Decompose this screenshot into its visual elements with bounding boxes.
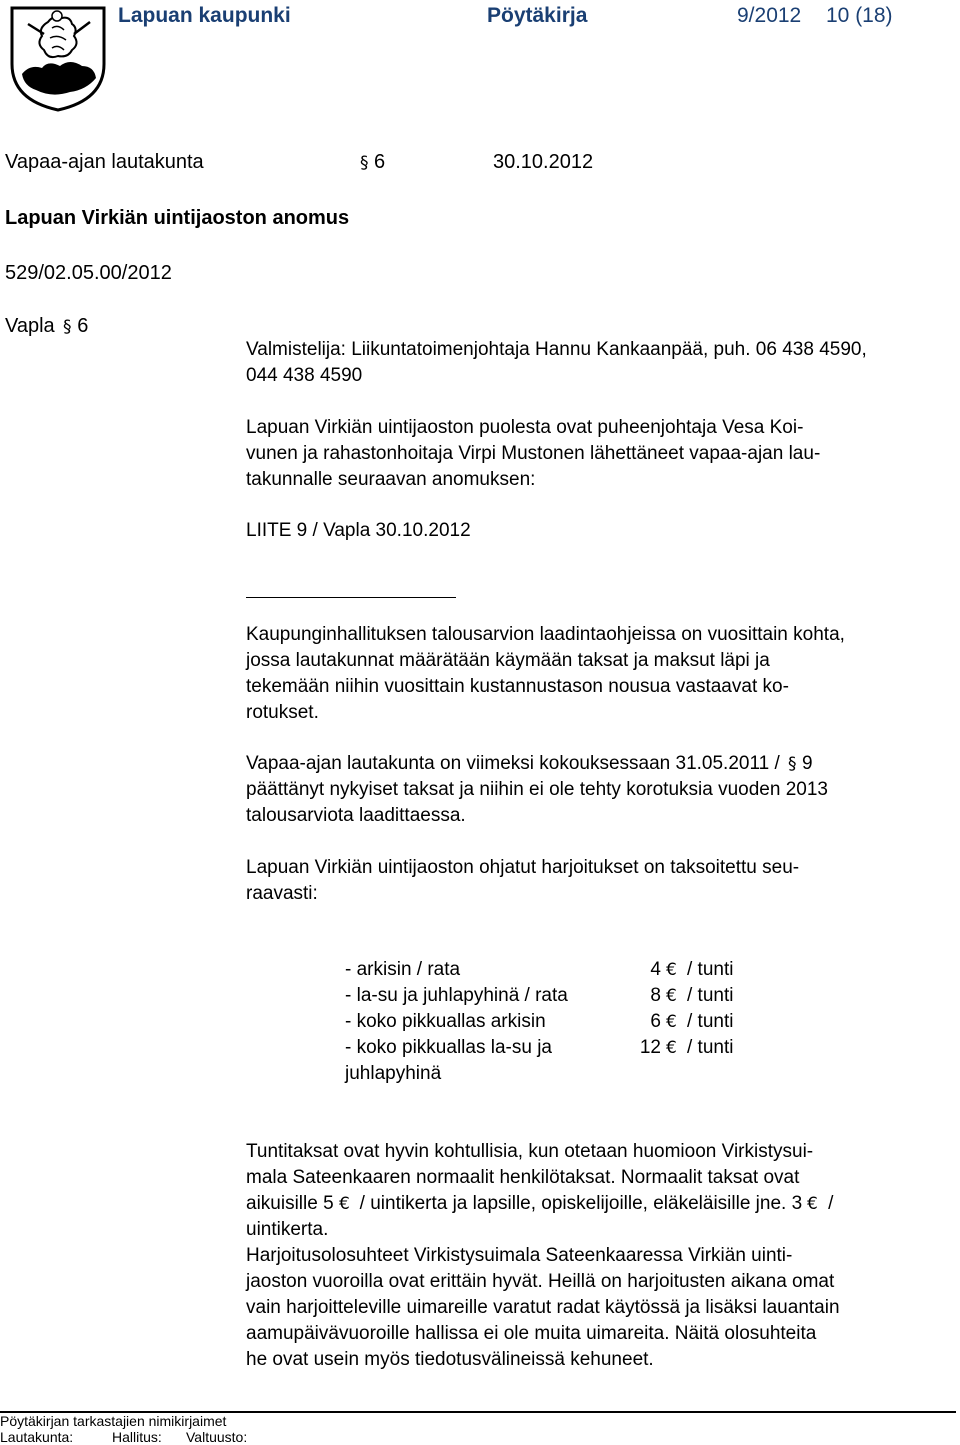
euro-icon (665, 960, 683, 977)
text-segment: Vapaa-ajan lautakunta on viimeksi kokouksessaan 31.05.2011 / (246, 753, 780, 774)
text-line (246, 1191, 960, 1217)
text-line: Lapuan Virkiän uintijaoston puolesta ovat puheenjohtaja Vesa Koi- (246, 417, 804, 438)
text-line: mala Sateenkaaren normaalit henkilötaksat. Normaalit taksat ovat (246, 1167, 800, 1188)
table-row (345, 957, 733, 983)
text-line: Lapuan Virkiän uintijaoston ohjatut harjoitukset on taksoitettu seu- (246, 857, 800, 878)
committee-name: Vapaa-ajan lautakunta (5, 151, 204, 173)
footer-hallitus: Hallitus: (112, 1429, 162, 1445)
vapla-label: Vapla (5, 315, 55, 337)
text-segment: aikuisille 5 (246, 1193, 334, 1214)
text-line: talousarviota laadittaessa. (246, 805, 466, 826)
text-line: jaoston vuoroilla ovat erittäin hyvät. Heillä on harjoitusten aikana omat (246, 1271, 835, 1292)
fee-amount: 12 (639, 1037, 661, 1058)
svg-text:§: § (63, 317, 72, 335)
text-line: aamupäivävuoroille hallissa ei ole muita uimareita. Näitä olosuhteita (246, 1323, 817, 1344)
footer-lautakunta: Lautakunta: (0, 1429, 74, 1445)
text-line: he ovat usein myös tiedotusvälineissä kehuneet. (246, 1349, 654, 1370)
fee-unit: / tunti (687, 959, 734, 980)
euro-icon (665, 1012, 683, 1029)
table-row-continued (345, 1061, 625, 1087)
meeting-date: 30.10.2012 (493, 151, 594, 173)
text-line: takunnalle seuraavan anomuksen: (246, 469, 536, 490)
section-number: 6 (374, 151, 386, 173)
page-title: Lapuan Virkiän uintijaoston anomus (5, 207, 350, 229)
fee-name: - koko pikkuallas arkisin (345, 1011, 546, 1032)
org-name: Lapuan kaupunki (118, 4, 291, 27)
svg-text:€: € (807, 1194, 818, 1211)
text-line: Tuntitaksat ovat hyvin kohtullisia, kun otetaan huomioon Virkistysui- (246, 1141, 814, 1162)
text-line: LIITE 9 / Vapla 30.10.2012 (246, 520, 471, 541)
paragraph-application (246, 415, 960, 493)
text-line: vain harjoitteleville uimareille varatut radat käytössä ja lisäksi lauantain (246, 1297, 840, 1318)
svg-text:€: € (338, 1194, 350, 1211)
svg-text:§: § (360, 153, 369, 171)
fee-name: - koko pikkuallas la-su ja (345, 1037, 552, 1058)
paragraph-previous-decision (246, 751, 960, 829)
fee-unit: / tunti (687, 1037, 734, 1058)
section-sign-icon (63, 317, 74, 335)
paragraph-conditions (246, 1243, 960, 1373)
fee-name: - la-su ja juhlapyhinä / rata (345, 985, 568, 1006)
table-row (345, 1035, 733, 1061)
preparer (246, 337, 960, 389)
doc-type: Pöytäkirja (487, 4, 588, 27)
paragraph-budget (246, 622, 960, 726)
euro-icon (665, 1038, 683, 1055)
fee-amount: 6 (650, 1011, 661, 1032)
text-line (246, 751, 960, 777)
fee-name: - arkisin / rata (345, 959, 461, 980)
text-segment: / (828, 1193, 834, 1214)
preparer-line: Valmistelija: Liikuntatoimenjohtaja Hannu Kankaanpää, puh. 06 438 4590, (246, 339, 867, 360)
record-id: 529/02.05.00/2012 (5, 262, 172, 284)
footer-valtuusto: Valtuusto: (186, 1429, 248, 1445)
fee-amount: 8 (650, 985, 661, 1006)
paragraph-hourly-rates (246, 1139, 960, 1243)
text-line: Kaupunginhallituksen talousarvion laadintaohjeissa on vuosittain kohta, (246, 624, 845, 645)
attachment-ref (246, 518, 960, 544)
text-line: raavasti: (246, 883, 318, 904)
text-line: jossa lautakunnat määrätään käymään taksat ja maksut läpi ja (246, 650, 770, 671)
issue-number: 9/2012 (737, 4, 802, 27)
vapla-number: 6 (77, 315, 89, 337)
fee-amount: 4 (650, 959, 661, 980)
svg-text:€: € (666, 1012, 677, 1029)
text-line: rotukset. (246, 702, 319, 723)
euro-icon (806, 1194, 824, 1211)
text-line: päättänyt nykyiset taksat ja niihin ei ole tehty korotuksia vuoden 2013 (246, 779, 828, 800)
vapla-ref (5, 315, 88, 338)
text-line: Harjoitusolosuhteet Virkistysuimala Sateenkaaressa Virkiän uinti- (246, 1245, 793, 1266)
svg-text:€: € (666, 960, 677, 977)
svg-text:€: € (666, 986, 677, 1003)
preparer-line: 044 438 4590 (246, 365, 363, 386)
fee-name: juhlapyhinä (345, 1063, 442, 1084)
section-ref (357, 151, 385, 174)
svg-text:€: € (666, 1038, 677, 1055)
section-sign-icon (788, 754, 799, 772)
euro-icon (665, 986, 683, 1003)
divider (246, 597, 456, 598)
section-sign-icon (360, 153, 371, 171)
footer-initials-label: Pöytäkirjan tarkastajien nimikirjaimet (0, 1413, 227, 1429)
svg-text:§: § (788, 754, 797, 772)
paragraph-fees-intro (246, 855, 960, 907)
coat-of-arms-logo (8, 4, 108, 112)
euro-icon (338, 1194, 356, 1211)
text-segment: / uintikerta ja lapsille, opiskelijoille, eläkeläisille jne. 3 (359, 1193, 803, 1214)
fee-unit: / tunti (687, 1011, 734, 1032)
table-row (345, 1009, 733, 1035)
text-line: uintikerta. (246, 1219, 329, 1240)
text-line: vunen ja rahastonhoitaja Virpi Mustonen lähettäneet vapaa-ajan lau- (246, 443, 821, 464)
text-segment: 9 (802, 753, 813, 774)
page-number: 10 (18) (826, 4, 893, 27)
fee-unit: / tunti (687, 985, 734, 1006)
table-row (345, 983, 733, 1009)
text-line: tekemään niihin vuosittain kustannustason nousua vastaavat ko- (246, 676, 789, 697)
